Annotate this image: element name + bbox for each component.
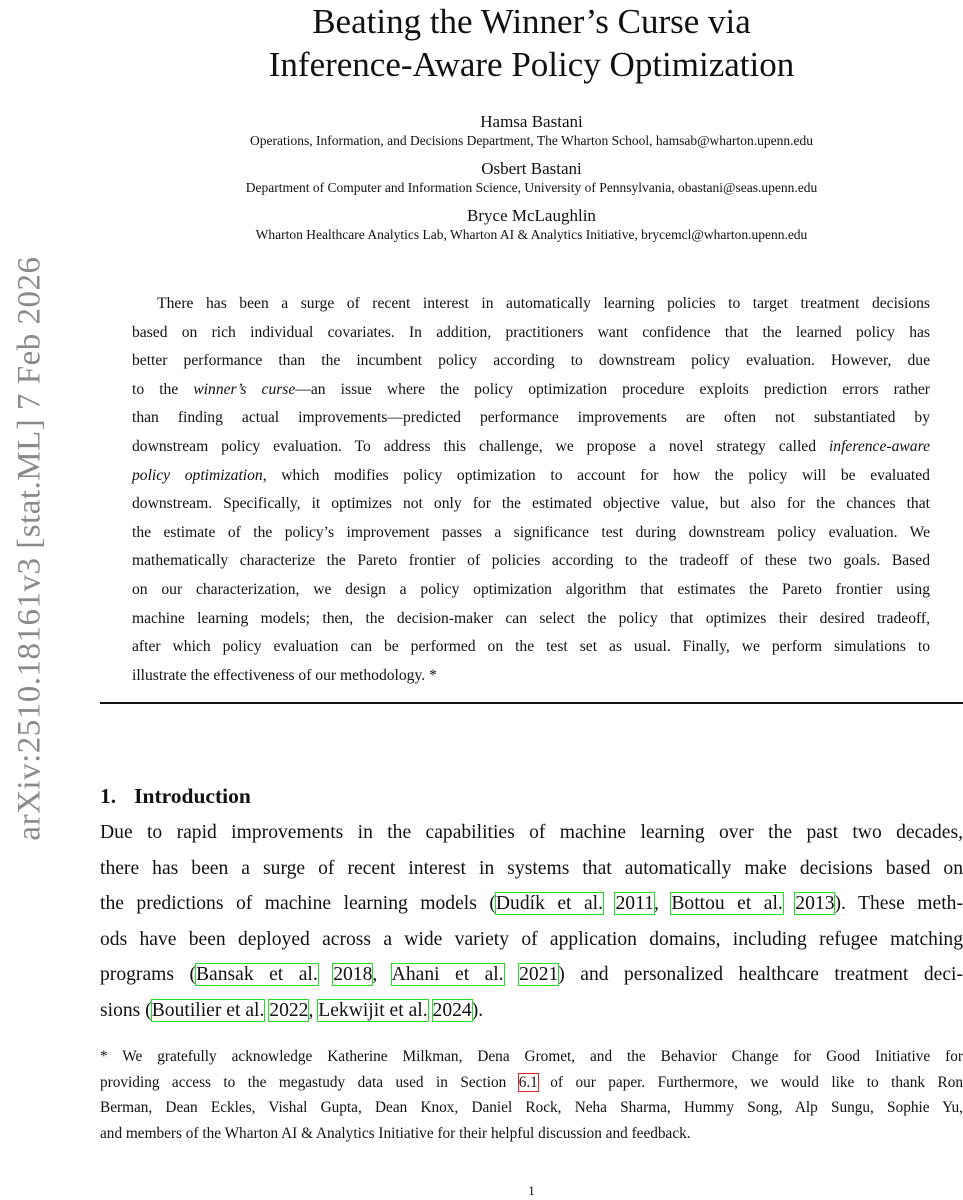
section-heading (100, 784, 251, 809)
arxiv-identifier[interactable]: arXiv:2510.18161v3 [stat.ML] 7 Feb 2026 (11, 256, 48, 841)
text-span: the predictions of machine learning models ( (100, 893, 496, 914)
section-number: 1. (100, 784, 117, 808)
text-span: downstream. Specifically, it optimizes not only for the estimated objective value, but also for the chances that (132, 495, 930, 513)
text-span (603, 893, 615, 914)
text-span: , (308, 999, 319, 1021)
emphasized-text: winner’s curse (193, 380, 296, 398)
citation-link[interactable]: 2024 (432, 999, 472, 1021)
text-line (132, 462, 930, 491)
text-span: better performance than the incumbent policy according to downstream policy evaluation. However, due (132, 352, 930, 370)
text-span: than finding actual improvements—predicted performance improvements are often not substantiated by (132, 409, 930, 427)
citation-link[interactable]: 2011 (615, 893, 654, 914)
text-line (132, 576, 930, 605)
page-number: 1 (528, 1183, 535, 1198)
text-span: There has been a surge of recent interest in automatically learning policies to target treatment decisions (132, 295, 930, 312)
text-span: providing access to the megastudy data used in Section (100, 1073, 519, 1091)
text-span: the estimate of the policy’s improvement passes a significance test during downstream policy evaluation. We (132, 523, 930, 541)
section-reference-link[interactable]: 6.1 (518, 1073, 538, 1091)
text-line (132, 404, 930, 433)
text-span: illustrate the effectiveness of our methodology. * (132, 666, 437, 684)
text-span (783, 893, 795, 914)
text-span: machine learning models; then, the decision-maker can select the policy that optimizes their desired tradeoff, (132, 609, 930, 627)
footnote (100, 1044, 963, 1146)
text-span: —an issue where the policy optimization procedure exploits prediction errors rather (295, 380, 930, 398)
text-span: , which modifies policy optimization to account for how the policy will be evaluated (262, 466, 930, 484)
text-span (504, 964, 519, 985)
citation-link[interactable]: Lekwijit et al. (318, 999, 428, 1021)
citation-link[interactable]: 2022 (269, 999, 309, 1021)
text-span: mathematically characterize the Pareto frontier of policies according to the tradeoff of these two goals. Based (132, 552, 930, 570)
text-span: * We gratefully acknowledge Katherine Milkman, Dena Gromet, and the Behavior Change for Good Initiative for (100, 1048, 963, 1065)
text-span: Berman, Dean Eckles, Vishal Gupta, Dean Knox, Daniel Rock, Neha Sharma, Hummy Song, Alp Sungu, Sophie Yu, (100, 1099, 963, 1116)
citation-link[interactable]: Dudík et al. (495, 893, 603, 914)
text-span: on our characterization, we design a policy optimization algorithm that estimates the Pareto frontier using (132, 580, 930, 598)
title-line: Beating the Winner’s Curse via (312, 2, 751, 41)
citation-link[interactable]: Bansak et al. (195, 964, 318, 985)
author-name: Bryce McLaughlin (467, 206, 596, 225)
text-span: Due to rapid improvements in the capabilities of machine learning over the past two decades, (100, 822, 963, 843)
text-line (100, 815, 963, 851)
text-line (132, 662, 930, 691)
text-span: ). These meth- (834, 893, 963, 914)
text-line (132, 519, 930, 548)
text-span: and members of the Wharton AI & Analytics Initiative for their helpful discussion and feedback. (100, 1124, 691, 1142)
text-line (132, 319, 930, 348)
citation-link[interactable]: 2021 (519, 964, 559, 985)
author-affiliation: Department of Computer and Information Science, University of Pennsylvania, obastani@seas.upenn.edu (245, 180, 818, 195)
text-line (132, 490, 930, 519)
citation-link[interactable]: Ahani et al. (391, 964, 504, 985)
text-line (100, 957, 963, 993)
citation-link[interactable]: Boutilier et al. (151, 999, 265, 1021)
abstract (132, 290, 930, 690)
author-name: Osbert Bastani (481, 159, 582, 178)
emphasized-text: policy optimization (132, 466, 263, 484)
divider-rule (100, 702, 963, 704)
citation-link[interactable]: 2018 (333, 964, 373, 985)
text-line (132, 433, 930, 462)
author-affiliation: Wharton Healthcare Analytics Lab, Wharton AI & Analytics Initiative, brycemcl@wharton.upenn.edu (255, 227, 808, 242)
text-line (100, 886, 963, 922)
text-span: ). (471, 999, 484, 1021)
citation-link[interactable]: Bottou et al. (671, 893, 783, 914)
text-line (132, 376, 930, 405)
text-line (100, 1044, 963, 1070)
text-line (132, 605, 930, 634)
text-line (100, 1095, 963, 1121)
text-span: there has been a surge of recent interest in systems that automatically make decisions based on (100, 857, 963, 879)
text-line (100, 1070, 963, 1096)
author-affiliation: Operations, Information, and Decisions Department, The Wharton School, hamsab@wharton.upenn.edu (249, 133, 814, 148)
text-span: based on rich individual covariates. In addition, practitioners want confidence that the learned policy has (132, 323, 930, 341)
section-title: Introduction (134, 784, 251, 808)
text-line (100, 922, 963, 958)
author-name: Hamsa Bastani (480, 112, 583, 131)
text-span: to the (132, 380, 194, 398)
paper-title (0, 0, 963, 86)
text-line (132, 290, 930, 319)
author-block (0, 112, 963, 253)
citation-link[interactable]: 2013 (795, 893, 835, 914)
text-span: programs ( (100, 964, 196, 985)
text-line (100, 993, 963, 1029)
text-span: of our paper. Furthermore, we would like to thank Ron (537, 1073, 963, 1091)
title-line: Inference-Aware Policy Optimization (268, 45, 795, 84)
emphasized-text: inference-aware (828, 437, 930, 455)
text-line (132, 547, 930, 576)
text-line (132, 633, 930, 662)
text-span: , (653, 893, 672, 914)
text-span (318, 964, 333, 985)
text-span: sions ( (100, 999, 152, 1021)
introduction-paragraph (100, 815, 963, 1028)
text-span (428, 1000, 433, 1021)
text-span: downstream policy evaluation. To address this challenge, we propose a novel strategy called (132, 437, 829, 455)
text-span: after which policy evaluation can be performed on the test set as usual. Finally, we perform simulations to (132, 638, 930, 656)
text-span: , (372, 964, 392, 985)
text-span: ) and personalized healthcare treatment deci- (558, 964, 963, 985)
text-span: ods have been deployed across a wide variety of application domains, including refugee matching (100, 928, 963, 950)
text-line (100, 1121, 963, 1147)
text-line (132, 347, 930, 376)
text-line (100, 851, 963, 887)
